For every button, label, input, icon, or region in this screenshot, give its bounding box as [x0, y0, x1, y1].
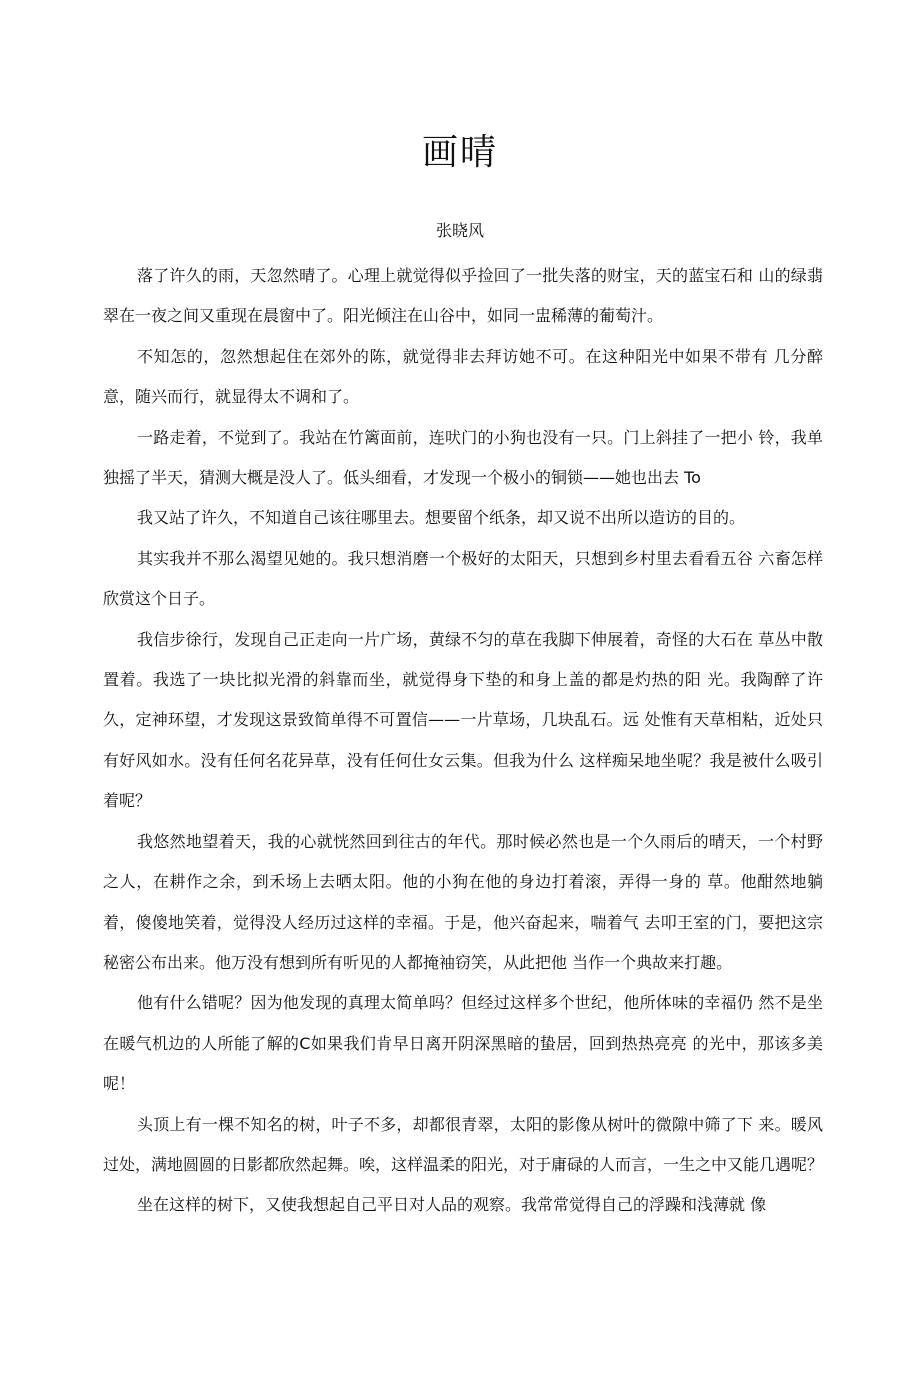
- paragraph-6: 我信步徐行，发现自己正走向一片广场，黄绿不匀的草在我脚下伸展着，奇怪的大石在 草丛中散置着。我选了一块比拟光滑的斜靠而坐，就觉得身下垫的和身上盖的都是灼热的阳 光。我陶醉了许久，定神环望，才发现这景致简单得不可置信——一片草场，几块乱石。远 处惟有天草相粘，近处只有好风如水。没有任何名花异草，没有任何仕女云集。但我为什么 这样痴呆地坐呢？我是被什么吸引着呢？: [103, 629, 823, 811]
- paragraph-1: 落了许久的雨，天忽然晴了。心理上就觉得似乎捡回了一批失落的财宝，天的蓝宝石和 山的绿翡翠在一夜之间又重现在晨窗中了。阳光倾注在山谷中，如同一盅稀薄的葡萄汁。: [103, 266, 823, 326]
- page-title: 画晴: [421, 132, 498, 173]
- paragraph-9: 头顶上有一棵不知名的树，叶子不多，却都很青翠，太阳的影像从树叶的微隙中筛了下 来。暖风过处，满地圆圆的日影都欣然起舞。唉，这样温柔的阳光，对于庸碌的人而言，一生之中又能几遇呢？: [103, 1114, 824, 1174]
- paragraph-8: 他有什么错呢？因为他发现的真理太简单吗？但经过这样多个世纪，他所体味的幸福仍 然不是坐在暖气机边的人所能了解的C如果我们肯早日离开阴深黑暗的蛰居，回到热热亮亮 的光中，那该多美呢！: [103, 993, 823, 1094]
- article-body: [103, 256, 823, 1226]
- paragraph-7: 我悠然地望着天，我的心就恍然回到往古的年代。那时候必然也是一个久雨后的晴天，一个村野之人，在耕作之余，到禾场上去晒太阳。他的小狗在他的身边打着滚，弄得一身的 草。他酣然地躺着，傻傻地笑着，觉得没人经历过这样的幸福。于是，他兴奋起来，喘着气 去叩王室的门，要把这宗秘密公布出来。他万没有想到所有听见的人都掩袖窃笑，从此把他 当作一个典故来打趣。: [103, 831, 823, 972]
- paragraph-3: 一路走着，不觉到了。我站在竹篱面前，连吠门的小狗也没有一只。门上斜挂了一把小 铃，我单独摇了半天，猜测大概是没人了。低头细看，才发现一个极小的铜锁——她也出去 To: [103, 427, 823, 488]
- paragraph-5: 其实我并不那么渴望见她的。我只想消磨一个极好的太阳天，只想到乡村里去看看五谷 六畜怎样欣赏这个日子。: [103, 548, 823, 609]
- paragraph-10: 坐在这样的树下，又使我想起自己平日对人品的观察。我常常觉得自己的浮躁和浅薄就 像: [137, 1195, 767, 1215]
- author-name: 张晓风: [435, 221, 484, 240]
- paragraph-2: 不知怎的，忽然想起住在郊外的陈，就觉得非去拜访她不可。在这种阳光中如果不带有 几分醉意，随兴而行，就显得太不调和了。: [103, 346, 823, 407]
- paragraph-4: 我又站了许久，不知道自己该往哪里去。想要留个纸条，却又说不出所以造访的目的。: [137, 508, 746, 528]
